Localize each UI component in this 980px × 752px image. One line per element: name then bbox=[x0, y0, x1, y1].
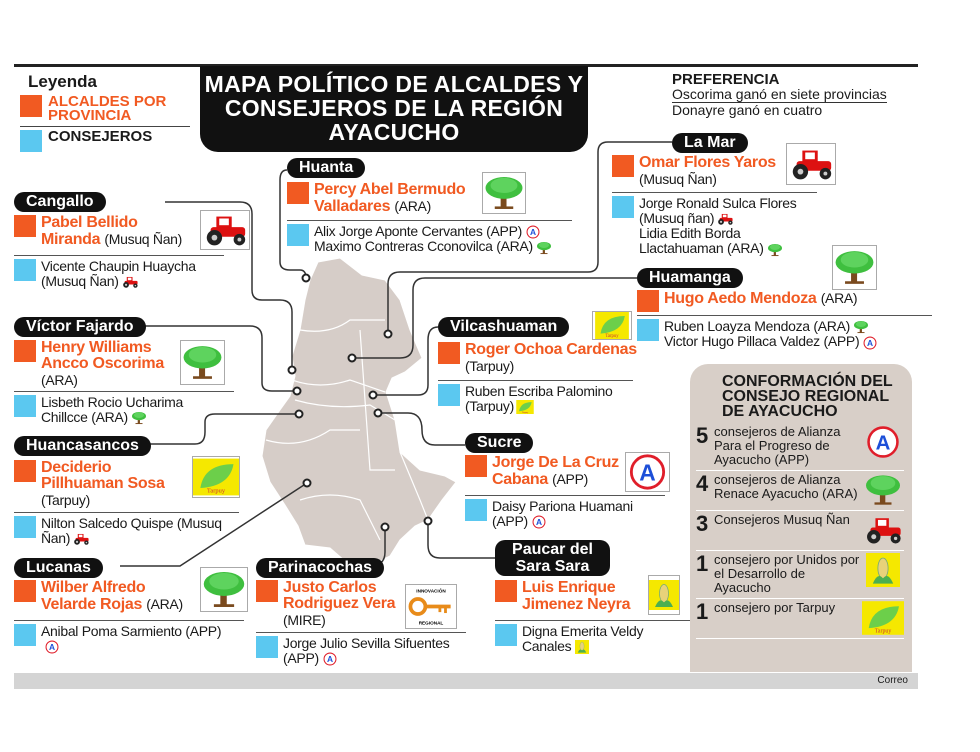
province-label-cangallo: Cangallo bbox=[14, 192, 106, 212]
council-composition-item bbox=[696, 511, 904, 551]
mayor-swatch bbox=[14, 215, 36, 237]
mayor-entry bbox=[14, 460, 186, 509]
council-count: 1 bbox=[696, 551, 709, 576]
mayor-swatch bbox=[14, 460, 36, 482]
mayor-entry bbox=[14, 340, 174, 389]
mayor-swatch bbox=[20, 95, 42, 117]
councillor-name: Lisbeth Rocio Ucharima Chillcce (ARA) bbox=[41, 394, 184, 425]
mayor-text bbox=[492, 455, 619, 488]
councillor-item bbox=[639, 196, 814, 226]
councillor-item bbox=[465, 384, 630, 414]
province-marker bbox=[385, 331, 392, 338]
mayor-entry bbox=[14, 215, 194, 248]
councillors-entry bbox=[465, 495, 665, 529]
councillors-entry bbox=[612, 192, 817, 257]
mayor-text bbox=[664, 290, 894, 307]
mayor-name: Wilber Alfredo Velarde Rojas bbox=[41, 579, 146, 613]
svg-text:Tarpuy: Tarpuy bbox=[206, 487, 226, 495]
tractor-icon bbox=[121, 275, 139, 289]
province-marker bbox=[294, 388, 301, 395]
mayor-text bbox=[41, 340, 174, 389]
councillor-swatch bbox=[637, 319, 659, 341]
mayor-party: (MIRE) bbox=[283, 612, 326, 628]
mayor-name: Percy Abel Bermudo Valladares bbox=[314, 181, 466, 215]
councillors-entry bbox=[495, 620, 695, 654]
province-marker bbox=[349, 355, 356, 362]
preferencia-title: PREFERENCIA bbox=[672, 71, 780, 88]
councillor-item bbox=[41, 516, 236, 546]
council-party-text: consejeros de Alianza Renace Ayacucho (ARA) bbox=[714, 472, 858, 501]
svg-text:REGIONAL: REGIONAL bbox=[418, 620, 444, 626]
councillor-swatch bbox=[612, 196, 634, 218]
conformacion-panel bbox=[690, 364, 912, 672]
mayor-text bbox=[314, 182, 476, 215]
mayor-text bbox=[465, 342, 640, 375]
tree-icon bbox=[482, 172, 526, 214]
mayor-name: Luis Enrique Jimenez Neyra bbox=[522, 579, 631, 613]
mayor-name: Jorge De La Cruz Cabana bbox=[492, 454, 619, 488]
mayor-swatch bbox=[637, 290, 659, 312]
councillor-name: Digna Emerita Veldy Canales bbox=[522, 623, 644, 654]
mayor-text bbox=[41, 460, 186, 509]
province-label-la-mar: La Mar bbox=[672, 133, 748, 153]
mayor-text bbox=[41, 215, 194, 248]
province-label-parinacochas: Parinacochas bbox=[256, 558, 384, 578]
svg-text:Tarpuy: Tarpuy bbox=[605, 333, 619, 339]
councillor-name: Victor Hugo Pillaca Valdez (APP) bbox=[664, 333, 860, 350]
mayor-entry bbox=[438, 342, 640, 375]
councillor-name: Maximo Contreras Cconovilca (ARA) bbox=[314, 238, 533, 255]
legend-councillors-label: CONSEJEROS bbox=[48, 128, 153, 145]
svg-text:A: A bbox=[875, 432, 891, 455]
councillor-name: Alix Jorge Aponte Cervantes (APP) bbox=[314, 223, 522, 239]
council-count: 1 bbox=[696, 599, 709, 624]
province-label-paucar-del-sara-sara: Paucar del Sara Sara bbox=[495, 540, 610, 576]
svg-text:A: A bbox=[326, 654, 333, 665]
tree-icon bbox=[130, 411, 148, 425]
app-icon bbox=[861, 336, 879, 350]
councillor-item bbox=[492, 499, 662, 529]
councillor-list bbox=[492, 499, 662, 529]
province-marker bbox=[303, 275, 310, 282]
mayor-text bbox=[522, 580, 642, 613]
councillors-entry bbox=[14, 512, 239, 546]
councillor-item bbox=[664, 319, 929, 334]
svg-text:A: A bbox=[535, 517, 542, 528]
councillor-item bbox=[314, 239, 569, 254]
councillor-list bbox=[41, 259, 221, 289]
tree-icon bbox=[180, 340, 225, 385]
council-composition-item bbox=[696, 471, 904, 511]
app-icon bbox=[625, 452, 670, 492]
councillor-swatch bbox=[14, 259, 36, 281]
mayor-swatch bbox=[14, 340, 36, 362]
mayor-entry bbox=[256, 580, 399, 629]
tarpuy-icon bbox=[592, 311, 632, 340]
preferencia bbox=[672, 72, 887, 118]
mayor-party: (ARA) bbox=[146, 596, 183, 612]
councillor-name: Jorge Ronald Sulca Flores (Musuq ñan) bbox=[639, 195, 797, 226]
councillor-list bbox=[664, 319, 929, 350]
mayor-name: Deciderio Pillhuaman Sosa bbox=[41, 459, 165, 492]
council-count: 3 bbox=[696, 511, 709, 536]
council-party-text: consejeros de Alianza Para el Progreso de Ayacucho (APP) bbox=[714, 424, 841, 467]
mayor-entry bbox=[14, 580, 194, 613]
mayor-entry bbox=[495, 580, 642, 613]
province-label-lucanas: Lucanas bbox=[14, 558, 103, 578]
council-party-text: consejero por Unidos por el Desarrollo de Ayacucho bbox=[714, 552, 860, 595]
councillors-entry bbox=[14, 255, 224, 289]
councillor-name: Lidia Edith Borda Llactahuaman (ARA) bbox=[639, 225, 764, 257]
councillor-item bbox=[41, 259, 221, 289]
councillor-name: Nilton Salcedo Quispe (Musuq Ñan) bbox=[41, 515, 222, 546]
corn-icon bbox=[573, 640, 591, 654]
tree-icon bbox=[766, 243, 784, 257]
councillor-name: Ruben Escriba Palomino (Tarpuy) bbox=[465, 383, 613, 414]
legend-councillors bbox=[20, 127, 190, 155]
councillor-list bbox=[41, 516, 236, 546]
province-marker bbox=[296, 411, 303, 418]
corn-icon bbox=[862, 553, 904, 587]
councillor-item bbox=[283, 636, 463, 666]
councillor-list bbox=[639, 196, 814, 257]
councillor-swatch bbox=[438, 384, 460, 406]
councillor-name: Vicente Chaupin Huaycha (Musuq Ñan) bbox=[41, 258, 196, 289]
mayor-name: Hugo Aedo Mendoza bbox=[664, 290, 817, 307]
legend bbox=[20, 72, 190, 155]
tree-icon bbox=[832, 245, 877, 290]
mayor-name: Pabel Bellido Miranda bbox=[41, 214, 138, 248]
councillor-name: Daisy Pariona Huamani (APP) bbox=[492, 498, 633, 529]
province-label-victor-fajardo: Víctor Fajardo bbox=[14, 317, 146, 337]
mayor-swatch bbox=[287, 182, 309, 204]
mayor-swatch bbox=[465, 455, 487, 477]
svg-text:A: A bbox=[867, 337, 874, 348]
mayor-party: (ARA) bbox=[820, 290, 858, 306]
app-icon bbox=[43, 640, 61, 654]
province-marker bbox=[370, 392, 377, 399]
app-icon bbox=[862, 425, 904, 459]
mayor-party: (Musuq Ñan) bbox=[639, 171, 717, 187]
councillor-list bbox=[41, 395, 231, 425]
councillor-name: Jorge Julio Sevilla Sifuentes (APP) bbox=[283, 635, 450, 666]
councillor-swatch bbox=[465, 499, 487, 521]
councillor-item bbox=[41, 624, 241, 654]
council-party-text: Consejeros Musuq Ñan bbox=[714, 512, 850, 527]
councillors-entry bbox=[287, 220, 572, 255]
councillor-swatch bbox=[287, 224, 309, 246]
province-label-huanta: Huanta bbox=[287, 158, 365, 178]
mayor-text bbox=[639, 155, 780, 188]
svg-text:Tarpuy: Tarpuy bbox=[874, 628, 892, 635]
preferencia-line2: Donayre ganó en cuatro bbox=[672, 102, 823, 118]
tarpuy-icon bbox=[192, 456, 240, 498]
mayor-party: (ARA) bbox=[41, 372, 78, 388]
corn-icon bbox=[648, 575, 680, 615]
tractor-icon bbox=[862, 513, 904, 547]
mayor-entry bbox=[612, 155, 780, 188]
mayor-party: (Tarpuy) bbox=[465, 358, 514, 374]
councillor-name: Ruben Loayza Mendoza (ARA) bbox=[664, 318, 850, 334]
council-party-text: consejero por Tarpuy bbox=[714, 600, 836, 615]
mayor-swatch bbox=[438, 342, 460, 364]
councillors-entry bbox=[256, 632, 466, 666]
councillors-entry bbox=[637, 315, 932, 350]
mayor-party: (Musuq Ñan) bbox=[104, 231, 183, 247]
councillor-list bbox=[283, 636, 463, 666]
svg-text:INNOVACIÓN: INNOVACIÓN bbox=[416, 588, 446, 594]
mayor-swatch bbox=[495, 580, 517, 602]
councillors-entry bbox=[438, 380, 633, 414]
app-icon bbox=[321, 652, 339, 666]
councillor-swatch bbox=[495, 624, 517, 646]
province-label-vilcashuaman: Vilcashuaman bbox=[438, 317, 569, 337]
tree-icon bbox=[862, 473, 904, 507]
councillor-item bbox=[522, 624, 692, 654]
mayor-swatch bbox=[14, 580, 36, 602]
councillor-list bbox=[522, 624, 692, 654]
council-composition-item bbox=[696, 599, 904, 639]
mayor-text bbox=[41, 580, 194, 613]
tree-icon bbox=[200, 567, 248, 612]
tarpuy-icon bbox=[516, 400, 534, 414]
legend-mayors-label: ALCALDES POR PROVINCIA bbox=[48, 93, 167, 124]
app-icon bbox=[524, 225, 542, 239]
source-credit: Correo bbox=[877, 675, 908, 686]
councillor-swatch bbox=[256, 636, 278, 658]
province-label-huamanga: Huamanga bbox=[637, 268, 743, 288]
mayor-entry bbox=[637, 290, 894, 312]
councillor-swatch bbox=[14, 516, 36, 538]
conformacion-title: CONFORMACIÓN DEL CONSEJO REGIONAL DE AYACUCHO bbox=[722, 373, 893, 420]
province-marker bbox=[289, 367, 296, 374]
preferencia-line1: Oscorima ganó en siete provincias bbox=[672, 86, 887, 102]
tractor-icon bbox=[786, 143, 836, 185]
mayor-text bbox=[283, 580, 399, 629]
province-marker bbox=[304, 480, 311, 487]
svg-text:A: A bbox=[49, 642, 55, 653]
councillor-swatch bbox=[14, 395, 36, 417]
tractor-icon bbox=[200, 210, 250, 250]
councillor-list bbox=[465, 384, 630, 414]
tree-icon bbox=[535, 241, 553, 255]
app-icon bbox=[530, 515, 548, 529]
legend-title: Leyenda bbox=[28, 72, 97, 91]
councillor-list bbox=[41, 624, 241, 654]
councillors-entry bbox=[14, 391, 234, 425]
province-marker bbox=[375, 410, 382, 417]
legend-mayors bbox=[20, 92, 190, 127]
councillor-swatch bbox=[14, 624, 36, 646]
province-marker bbox=[425, 518, 432, 525]
province-marker bbox=[382, 524, 389, 531]
mayor-party: (ARA) bbox=[394, 198, 431, 214]
mayor-entry bbox=[465, 455, 619, 488]
council-count: 4 bbox=[696, 471, 709, 496]
tractor-icon bbox=[716, 212, 734, 226]
councillor-item bbox=[41, 395, 231, 425]
tractor-icon bbox=[72, 532, 90, 546]
councillors-entry bbox=[14, 620, 244, 654]
mayor-name: Roger Ochoa Cardenas bbox=[465, 341, 637, 358]
mayor-name: Henry Williams Ancco Oscorima bbox=[41, 339, 164, 372]
tarpuy-icon bbox=[862, 601, 904, 635]
councillor-item bbox=[664, 334, 929, 349]
tree-icon bbox=[852, 320, 870, 334]
mayor-party: (Tarpuy) bbox=[41, 492, 90, 508]
province-label-huancasancos: Huancasancos bbox=[14, 436, 151, 456]
council-composition-item bbox=[696, 423, 904, 471]
svg-text:A: A bbox=[530, 227, 536, 238]
council-composition-item bbox=[696, 551, 904, 599]
mayor-name: Omar Flores Yaros bbox=[639, 154, 776, 171]
councillor-item bbox=[314, 224, 569, 239]
mayor-swatch bbox=[612, 155, 634, 177]
svg-text:A: A bbox=[639, 459, 656, 486]
mayor-party: (APP) bbox=[552, 471, 588, 487]
councillor-swatch bbox=[20, 130, 42, 152]
footer-bar bbox=[14, 673, 918, 689]
council-count: 5 bbox=[696, 423, 709, 448]
mayor-name: Justo Carlos Rodriguez Vera bbox=[283, 579, 396, 612]
province-label-sucre: Sucre bbox=[465, 433, 533, 453]
councillor-name: Anibal Poma Sarmiento (APP) bbox=[41, 623, 222, 639]
page-title: MAPA POLÍTICO DE ALCALDES Y CONSEJEROS DE LA REGIÓN AYACUCHO bbox=[200, 66, 588, 152]
mayor-swatch bbox=[256, 580, 278, 602]
svg-text:Tarpuy: Tarpuy bbox=[521, 411, 529, 415]
councillor-item bbox=[639, 226, 814, 256]
mayor-entry bbox=[287, 182, 476, 215]
key-icon bbox=[405, 584, 457, 629]
councillor-list bbox=[314, 224, 569, 255]
